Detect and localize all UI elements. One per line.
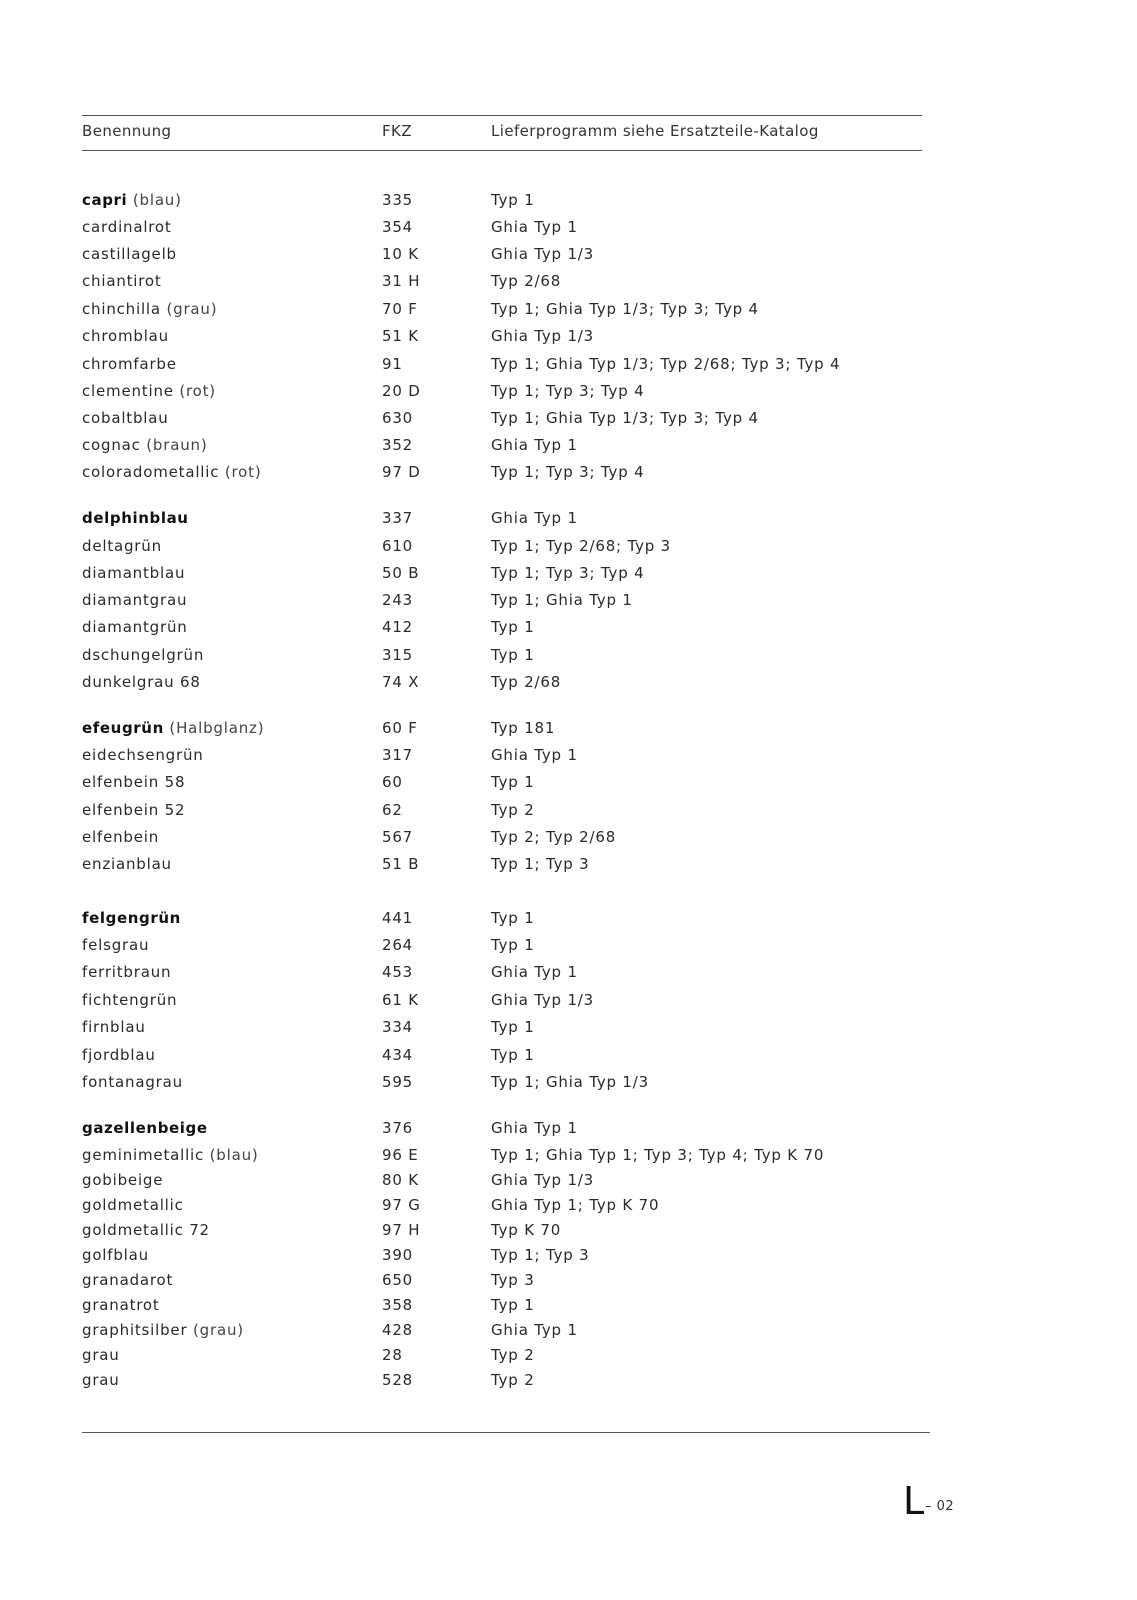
table-row	[0, 854, 1137, 878]
delivery-program: Typ 1	[491, 646, 535, 664]
color-name	[82, 244, 177, 264]
table-row	[0, 271, 1137, 295]
delivery-program: Typ 1	[491, 909, 535, 927]
color-name-text: elfenbein 52	[82, 801, 186, 819]
fkz-code: 650	[382, 1271, 414, 1289]
table-row	[0, 299, 1137, 323]
fkz-code: 315	[382, 646, 414, 664]
color-name	[82, 962, 171, 982]
fkz-code: 354	[382, 218, 414, 236]
table-row	[0, 190, 1137, 214]
color-name	[82, 1220, 210, 1240]
color-name-text: cobaltblau	[82, 409, 169, 427]
fkz-code: 96 E	[382, 1146, 419, 1164]
delivery-program: Ghia Typ 1	[491, 963, 578, 981]
fkz-code: 97 D	[382, 463, 421, 481]
delivery-program: Typ 1; Typ 3; Typ 4	[491, 463, 645, 481]
color-name-text: chromfarbe	[82, 355, 177, 373]
color-note: (blau)	[132, 191, 182, 209]
color-name	[82, 299, 217, 319]
bottom-rule	[82, 1432, 930, 1433]
color-name	[82, 462, 261, 482]
fkz-code: 412	[382, 618, 414, 636]
fkz-code: 60	[382, 773, 403, 791]
delivery-program: Typ 1	[491, 618, 535, 636]
color-name-text: fontanagrau	[82, 1073, 183, 1091]
color-name	[82, 435, 207, 455]
color-name-text: goldmetallic	[82, 1196, 184, 1214]
fkz-code: 567	[382, 828, 414, 846]
color-name	[82, 1270, 173, 1290]
color-name-text: diamantgrau	[82, 591, 188, 609]
color-name-text: deltagrün	[82, 537, 162, 555]
fkz-code: 390	[382, 1246, 414, 1264]
color-name-text: chiantirot	[82, 272, 162, 290]
delivery-program: Typ 1; Typ 3	[491, 855, 590, 873]
color-name	[82, 718, 264, 738]
color-name	[82, 1295, 160, 1315]
section-letter: L	[903, 1479, 925, 1523]
table-row	[0, 1220, 1137, 1244]
color-name-text: castillagelb	[82, 245, 177, 263]
delivery-program: Typ 2; Typ 2/68	[491, 828, 617, 846]
delivery-program: Typ 1	[491, 773, 535, 791]
color-name	[82, 563, 185, 583]
fkz-code: 91	[382, 355, 403, 373]
color-name	[82, 745, 204, 765]
color-name	[82, 672, 201, 692]
color-name	[82, 1245, 149, 1265]
delivery-program: Ghia Typ 1/3	[491, 245, 594, 263]
color-note: (grau)	[193, 1321, 244, 1339]
color-name	[82, 508, 189, 528]
table-row	[0, 435, 1137, 459]
table-row	[0, 590, 1137, 614]
color-name-text: clementine	[82, 382, 174, 400]
table-row	[0, 1345, 1137, 1369]
color-name	[82, 326, 169, 346]
color-name	[82, 854, 172, 874]
color-name-text: dunkelgrau 68	[82, 673, 201, 691]
color-name-text: delphinblau	[82, 509, 189, 527]
fkz-code: 610	[382, 537, 414, 555]
delivery-program: Typ 1; Typ 2/68; Typ 3	[491, 537, 671, 555]
delivery-program: Typ 1	[491, 191, 535, 209]
delivery-program: Typ 1; Ghia Typ 1	[491, 591, 633, 609]
fkz-code: 595	[382, 1073, 414, 1091]
delivery-program: Typ 3	[491, 1271, 535, 1289]
color-name	[82, 617, 188, 637]
delivery-program: Typ 1; Ghia Typ 1/3	[491, 1073, 649, 1091]
fkz-code: 337	[382, 509, 414, 527]
color-name-text: gazellenbeige	[82, 1119, 208, 1137]
color-name	[82, 271, 162, 291]
delivery-program: Typ 1; Typ 3; Typ 4	[491, 382, 645, 400]
fkz-code: 74 X	[382, 673, 420, 691]
fkz-code: 60 F	[382, 719, 418, 737]
color-name	[82, 772, 185, 792]
table-row	[0, 1145, 1137, 1169]
table-row	[0, 536, 1137, 560]
fkz-code: 428	[382, 1321, 414, 1339]
color-name-text: elfenbein 58	[82, 773, 186, 791]
delivery-program: Typ 1	[491, 1046, 535, 1064]
delivery-program: Ghia Typ 1/3	[491, 991, 594, 1009]
color-name-text: eidechsengrün	[82, 746, 204, 764]
color-name-text: grau	[82, 1371, 120, 1389]
delivery-program: Ghia Typ 1; Typ K 70	[491, 1196, 660, 1214]
fkz-code: 97 H	[382, 1221, 421, 1239]
delivery-program: Typ 1	[491, 1018, 535, 1036]
table-row	[0, 1170, 1137, 1194]
color-name	[82, 1170, 163, 1190]
color-note: (rot)	[179, 382, 216, 400]
fkz-code: 434	[382, 1046, 414, 1064]
delivery-program: Ghia Typ 1	[491, 746, 578, 764]
table-row	[0, 354, 1137, 378]
fkz-code: 358	[382, 1296, 414, 1314]
color-name-text: granatrot	[82, 1296, 160, 1314]
color-name	[82, 354, 177, 374]
table-row	[0, 1045, 1137, 1069]
color-name	[82, 1145, 259, 1165]
delivery-program: Ghia Typ 1	[491, 1321, 578, 1339]
delivery-program: Typ 1; Typ 3	[491, 1246, 590, 1264]
color-name-text: golfblau	[82, 1246, 149, 1264]
delivery-program: Typ 1	[491, 936, 535, 954]
color-note: (blau)	[209, 1146, 259, 1164]
fkz-code: 352	[382, 436, 414, 454]
color-name	[82, 908, 181, 928]
table-row	[0, 908, 1137, 932]
color-note: (Halbglanz)	[169, 719, 265, 737]
delivery-program: Ghia Typ 1/3	[491, 1171, 594, 1189]
fkz-code: 630	[382, 409, 414, 427]
header-benennung: Benennung	[82, 122, 172, 140]
delivery-program: Typ 2/68	[491, 673, 562, 691]
color-name-text: coloradometallic	[82, 463, 220, 481]
fkz-code: 20 D	[382, 382, 421, 400]
color-name-text: ferritbraun	[82, 963, 172, 981]
delivery-program: Typ 2/68	[491, 272, 562, 290]
table-row	[0, 745, 1137, 769]
table-row	[0, 718, 1137, 742]
table-row	[0, 827, 1137, 851]
color-name	[82, 590, 187, 610]
fkz-code: 243	[382, 591, 414, 609]
color-name	[82, 1195, 184, 1215]
fkz-code: 528	[382, 1371, 414, 1389]
color-name	[82, 1320, 244, 1340]
delivery-program: Typ 1; Ghia Typ 1/3; Typ 2/68; Typ 3; Typ 4	[491, 355, 841, 373]
color-name	[82, 190, 182, 210]
color-name	[82, 408, 169, 428]
color-name	[82, 536, 162, 556]
fkz-code: 441	[382, 909, 414, 927]
color-name-text: capri	[82, 191, 128, 209]
color-name-text: firnblau	[82, 1018, 146, 1036]
color-name	[82, 827, 159, 847]
table-row	[0, 381, 1137, 405]
header-fkz: FKZ	[382, 122, 412, 140]
delivery-program: Typ 1; Ghia Typ 1; Typ 3; Typ 4; Typ K 70	[491, 1146, 825, 1164]
color-name-text: gobibeige	[82, 1171, 164, 1189]
color-name	[82, 645, 204, 665]
delivery-program: Typ 2	[491, 1371, 535, 1389]
delivery-program: Typ 1; Typ 3; Typ 4	[491, 564, 645, 582]
table-row	[0, 563, 1137, 587]
color-name	[82, 1345, 120, 1365]
table-row	[0, 672, 1137, 696]
color-name-text: chromblau	[82, 327, 169, 345]
color-name-text: elfenbein	[82, 828, 160, 846]
table-row	[0, 617, 1137, 641]
fkz-code: 28	[382, 1346, 403, 1364]
color-name-text: grau	[82, 1346, 120, 1364]
fkz-code: 51 B	[382, 855, 420, 873]
table-row	[0, 1017, 1137, 1041]
fkz-code: 97 G	[382, 1196, 421, 1214]
color-name	[82, 990, 177, 1010]
color-name-text: dschungelgrün	[82, 646, 205, 664]
fkz-code: 51 K	[382, 327, 419, 345]
delivery-program: Typ K 70	[491, 1221, 562, 1239]
delivery-program: Typ 181	[491, 719, 556, 737]
color-name-text: cognac	[82, 436, 141, 454]
fkz-code: 61 K	[382, 991, 419, 1009]
fkz-code: 80 K	[382, 1171, 419, 1189]
delivery-program: Ghia Typ 1	[491, 1119, 578, 1137]
header-lieferprogramm: Lieferprogramm siehe Ersatzteile-Katalog	[491, 122, 819, 140]
color-name	[82, 1017, 146, 1037]
delivery-program: Ghia Typ 1/3	[491, 327, 594, 345]
table-row	[0, 1295, 1137, 1319]
color-name	[82, 1118, 208, 1138]
table-row	[0, 462, 1137, 486]
color-note: (grau)	[166, 300, 218, 318]
table-row	[0, 645, 1137, 669]
color-name-text: graphitsilber	[82, 1321, 188, 1339]
table-row	[0, 1370, 1137, 1394]
color-note: (braun)	[146, 436, 208, 454]
color-name-text: granadarot	[82, 1271, 174, 1289]
table-row	[0, 508, 1137, 532]
table-row	[0, 1270, 1137, 1294]
color-name-text: fichtengrün	[82, 991, 178, 1009]
color-note: (rot)	[224, 463, 262, 481]
delivery-program: Typ 1	[491, 1296, 535, 1314]
color-name	[82, 935, 149, 955]
delivery-program: Typ 1; Ghia Typ 1/3; Typ 3; Typ 4	[491, 300, 759, 318]
delivery-program: Ghia Typ 1	[491, 436, 578, 454]
color-name	[82, 381, 216, 401]
fkz-code: 31 H	[382, 272, 421, 290]
delivery-program: Typ 2	[491, 1346, 535, 1364]
table-row	[0, 935, 1137, 959]
color-name-text: goldmetallic 72	[82, 1221, 210, 1239]
color-name	[82, 1370, 120, 1390]
fkz-code: 334	[382, 1018, 414, 1036]
table-row	[0, 408, 1137, 432]
delivery-program: Typ 1; Ghia Typ 1/3; Typ 3; Typ 4	[491, 409, 759, 427]
color-name-text: diamantgrün	[82, 618, 188, 636]
table-row	[0, 990, 1137, 1014]
delivery-program: Ghia Typ 1	[491, 509, 578, 527]
color-name-text: felgengrün	[82, 909, 181, 927]
table-row	[0, 800, 1137, 824]
table-row	[0, 217, 1137, 241]
page-number: – 02	[925, 1499, 955, 1514]
color-name-text: cardinalrot	[82, 218, 172, 236]
color-name-text: diamantblau	[82, 564, 186, 582]
color-name-text: felsgrau	[82, 936, 150, 954]
fkz-code: 264	[382, 936, 414, 954]
table-row	[0, 326, 1137, 350]
color-name	[82, 1072, 183, 1092]
fkz-code: 453	[382, 963, 414, 981]
table-row	[0, 1072, 1137, 1096]
color-name-text: geminimetallic	[82, 1146, 205, 1164]
color-name	[82, 800, 185, 820]
delivery-program: Typ 2	[491, 801, 535, 819]
fkz-code: 335	[382, 191, 414, 209]
fkz-code: 376	[382, 1119, 414, 1137]
table-row	[0, 962, 1137, 986]
table-row	[0, 244, 1137, 268]
color-name-text: fjordblau	[82, 1046, 156, 1064]
color-name-text: chinchilla	[82, 300, 161, 318]
color-name-text: enzianblau	[82, 855, 172, 873]
fkz-code: 70 F	[382, 300, 418, 318]
fkz-code: 10 K	[382, 245, 419, 263]
fkz-code: 317	[382, 746, 414, 764]
table-row	[0, 772, 1137, 796]
fkz-code: 50 B	[382, 564, 420, 582]
table-row	[0, 1245, 1137, 1269]
table-row	[0, 1195, 1137, 1219]
table-row	[0, 1118, 1137, 1142]
delivery-program: Ghia Typ 1	[491, 218, 578, 236]
color-name	[82, 217, 172, 237]
fkz-code: 62	[382, 801, 403, 819]
table-row	[0, 1320, 1137, 1344]
color-name	[82, 1045, 156, 1065]
color-name-text: efeugrün	[82, 719, 164, 737]
